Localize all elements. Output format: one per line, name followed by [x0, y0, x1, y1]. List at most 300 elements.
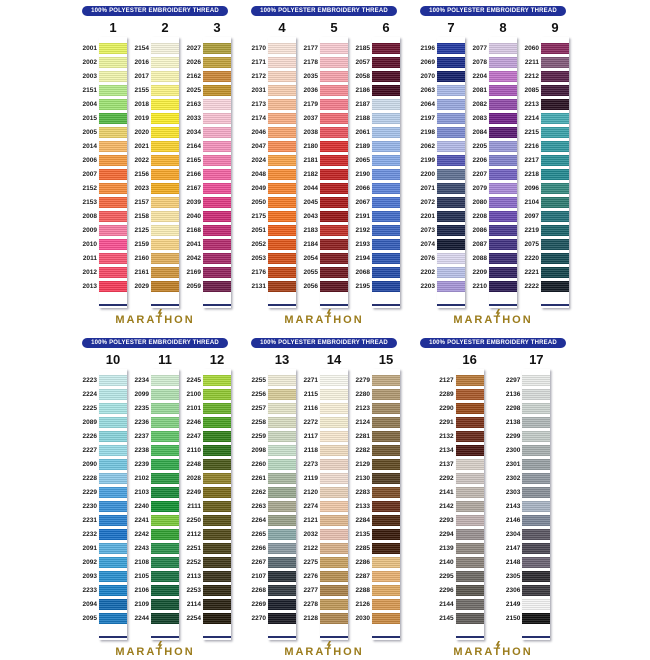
thread-column: [183, 20, 231, 308]
swatch-2120: [320, 487, 348, 498]
swatch-2169: [203, 267, 231, 278]
swatch-2055: [320, 267, 348, 278]
thread-code: 2270: [251, 615, 266, 622]
swatch-2298: [522, 403, 550, 414]
thread-code: 2004: [82, 101, 97, 108]
thread-code: 2198: [420, 129, 435, 136]
thread-code: 2005: [82, 129, 97, 136]
swatch-2159: [151, 239, 179, 250]
swatch-2233: [99, 585, 127, 596]
thread-code: 2099: [134, 391, 149, 398]
thread-code: 2064: [420, 101, 435, 108]
thread-code: 2196: [420, 45, 435, 52]
thread-code: 2164: [186, 143, 201, 150]
swatch-2285: [372, 543, 400, 554]
thread-code: 2244: [134, 615, 149, 622]
swatch-2208: [489, 211, 517, 222]
thread-column: [521, 20, 569, 308]
thread-code: 2126: [355, 601, 370, 608]
thread-column: [248, 352, 296, 640]
thread-code: 2173: [251, 101, 266, 108]
swatch-2021: [151, 141, 179, 152]
thread-code: 2114: [186, 601, 201, 608]
swatch-2156: [151, 169, 179, 180]
thread-code: 2233: [82, 587, 97, 594]
swatch-2026: [203, 57, 231, 68]
swatch-2239: [151, 459, 179, 470]
thread-code: 2283: [355, 489, 370, 496]
strip-footer-line: [203, 295, 231, 306]
swatch-2067: [372, 197, 400, 208]
card-header-banner: 100% POLYESTER EMBROIDERY THREAD: [82, 6, 228, 16]
swatch-2244: [151, 613, 179, 624]
thread-code: 2231: [82, 517, 97, 524]
swatch-2192: [372, 225, 400, 236]
swatch-2231: [99, 515, 127, 526]
swatch-2304: [522, 529, 550, 540]
thread-code: 2041: [186, 241, 201, 248]
brand-logo: [417, 644, 569, 660]
swatch-2261: [268, 473, 296, 484]
swatch-2221: [541, 267, 569, 278]
swatch-2198: [437, 127, 465, 138]
swatch-2165: [203, 155, 231, 166]
swatch-2139: [456, 543, 484, 554]
thread-code: 2021: [134, 143, 149, 150]
code-label-list: [79, 369, 99, 640]
swatch-2070: [437, 71, 465, 82]
thread-card: [248, 338, 400, 660]
swatch-strip: [268, 369, 296, 640]
swatch-2009: [99, 225, 127, 236]
thread-code: 2228: [82, 475, 97, 482]
code-label-list: [183, 37, 203, 308]
swatch-2101: [203, 403, 231, 414]
thread-code: 2258: [251, 419, 266, 426]
swatch-2086: [489, 225, 517, 236]
thread-code: 2043: [303, 213, 318, 220]
swatch-2124: [372, 417, 400, 428]
swatch-2286: [372, 557, 400, 568]
swatch-2178: [320, 57, 348, 68]
code-label-list: [248, 37, 268, 308]
swatch-2135: [372, 529, 400, 540]
thread-code: 2282: [355, 447, 370, 454]
thread-card: [79, 6, 231, 328]
thread-code: 2204: [472, 73, 487, 80]
swatch-2054: [320, 253, 348, 264]
thread-code: 2125: [134, 227, 149, 234]
thread-code: 2048: [251, 171, 266, 178]
swatch-2152: [99, 183, 127, 194]
lightning-bolt-icon: [495, 307, 501, 323]
column-number: 7: [447, 20, 455, 35]
code-label-list: [469, 37, 489, 308]
swatch-2281: [372, 431, 400, 442]
swatch-2278: [320, 599, 348, 610]
thread-code: 2248: [186, 461, 201, 468]
swatch-2189: [372, 141, 400, 152]
swatch-2103: [151, 487, 179, 498]
thread-column: [131, 20, 179, 308]
swatch-2257: [268, 403, 296, 414]
swatch-strip: [99, 37, 127, 308]
thread-card: [417, 6, 569, 328]
strip-footer-line: [372, 627, 400, 638]
swatch-2284: [372, 515, 400, 526]
swatch-2262: [268, 487, 296, 498]
thread-code: 2051: [251, 227, 266, 234]
card-header-banner: 100% POLYESTER EMBROIDERY THREAD: [251, 338, 397, 348]
thread-code: 2034: [186, 129, 201, 136]
thread-code: 2209: [472, 269, 487, 276]
thread-code: 2201: [420, 213, 435, 220]
swatch-2147: [522, 543, 550, 554]
thread-code: 2241: [134, 517, 149, 524]
thread-code: 2042: [186, 255, 201, 262]
swatch-2218: [541, 169, 569, 180]
swatch-2136: [522, 389, 550, 400]
swatch-2029: [151, 281, 179, 292]
thread-code: 2073: [420, 227, 435, 234]
swatch-2090: [99, 459, 127, 470]
thread-code: 2096: [524, 185, 539, 192]
column-number: 2: [161, 20, 169, 35]
swatch-2296: [456, 585, 484, 596]
thread-code: 2257: [251, 405, 266, 412]
swatch-2025: [203, 85, 231, 96]
thread-code: 2185: [355, 45, 370, 52]
thread-code: 2100: [186, 391, 201, 398]
swatch-2069: [437, 57, 465, 68]
swatch-2038: [320, 127, 348, 138]
strip-footer-line: [99, 295, 127, 306]
thread-code: 2146: [505, 517, 521, 524]
swatch-2197: [437, 113, 465, 124]
swatch-2246: [203, 417, 231, 428]
brand-logo: [79, 644, 231, 660]
thread-code: 2189: [355, 143, 370, 150]
thread-code: 2086: [472, 227, 487, 234]
swatch-2138: [522, 417, 550, 428]
swatch-2096: [541, 183, 569, 194]
swatch-strip: [203, 369, 231, 640]
swatch-2051: [268, 225, 296, 236]
swatch-2118: [320, 445, 348, 456]
swatch-2266: [268, 543, 296, 554]
thread-code: 2003: [82, 73, 97, 80]
thread-code: 2242: [134, 531, 149, 538]
thread-code: 2016: [134, 59, 149, 66]
swatch-2098: [268, 445, 296, 456]
thread-code: 2080: [472, 199, 487, 206]
thread-code: 2147: [505, 545, 521, 552]
swatch-2256: [268, 389, 296, 400]
thread-code: 2269: [251, 601, 266, 608]
swatch-2254: [203, 613, 231, 624]
thread-code: 2113: [186, 573, 201, 580]
swatch-2234: [151, 375, 179, 386]
swatch-2034: [203, 127, 231, 138]
thread-code: 2102: [134, 475, 149, 482]
lightning-bolt-icon: [157, 307, 163, 323]
thread-code: 2052: [251, 241, 266, 248]
swatch-2065: [372, 155, 400, 166]
swatch-2273: [320, 459, 348, 470]
thread-code: 2278: [303, 601, 318, 608]
brand-logo: [248, 312, 400, 328]
thread-code: 2117: [303, 433, 318, 440]
swatch-2243: [151, 543, 179, 554]
swatch-2179: [320, 99, 348, 110]
thread-code: 2017: [134, 73, 149, 80]
thread-code: 2078: [472, 59, 487, 66]
swatch-2220: [541, 253, 569, 264]
thread-code: 2092: [82, 559, 97, 566]
thread-code: 2015: [82, 115, 97, 122]
thread-code: 2152: [82, 185, 97, 192]
strip-footer-line: [151, 295, 179, 306]
thread-code: 2049: [251, 185, 266, 192]
thread-code: 2018: [134, 101, 149, 108]
swatch-2223: [99, 375, 127, 386]
swatch-2167: [203, 183, 231, 194]
thread-code: 2274: [303, 503, 318, 510]
thread-code: 2259: [251, 433, 266, 440]
swatch-2043: [320, 211, 348, 222]
swatch-2249: [203, 487, 231, 498]
swatch-2042: [203, 253, 231, 264]
thread-code: 2300: [505, 447, 521, 454]
thread-code: 2289: [439, 391, 454, 398]
code-label-list: [352, 369, 372, 640]
thread-code: 2291: [439, 419, 454, 426]
card-header-banner: 100% POLYESTER EMBROIDERY THREAD: [420, 6, 566, 16]
thread-code: 2054: [303, 255, 318, 262]
strip-footer-line: [268, 627, 296, 638]
thread-code: 2181: [303, 157, 318, 164]
thread-code: 2176: [251, 269, 266, 276]
thread-code: 2205: [472, 143, 487, 150]
card-header-banner: 100% POLYESTER EMBROIDERY THREAD: [251, 6, 397, 16]
swatch-2207: [489, 169, 517, 180]
swatch-2229: [99, 487, 127, 498]
swatch-strip: [522, 369, 550, 640]
swatch-strip: [268, 37, 296, 308]
swatch-2202: [437, 267, 465, 278]
swatch-2047: [268, 141, 296, 152]
swatch-2078: [489, 57, 517, 68]
thread-code: 2060: [524, 45, 539, 52]
swatch-2019: [151, 113, 179, 124]
swatch-strip: [541, 37, 569, 308]
strip-footer-line: [489, 295, 517, 306]
column-number: 15: [378, 352, 394, 367]
thread-code: 2141: [439, 489, 454, 496]
swatch-2270: [268, 613, 296, 624]
column-number: 16: [462, 352, 477, 367]
swatch-2190: [372, 169, 400, 180]
thread-code: 2071: [420, 185, 435, 192]
thread-code: 2014: [82, 143, 97, 150]
code-label-list: [131, 369, 151, 640]
thread-code: 2251: [186, 545, 201, 552]
thread-code: 2116: [303, 405, 318, 412]
swatch-2215: [541, 127, 569, 138]
thread-code: 2166: [186, 171, 201, 178]
thread-code: 2295: [439, 573, 454, 580]
thread-code: 2024: [251, 157, 266, 164]
thread-code: 2094: [82, 601, 97, 608]
thread-code: 2271: [303, 377, 318, 384]
thread-code: 2144: [439, 601, 454, 608]
thread-code: 2022: [134, 157, 149, 164]
thread-code: 2118: [303, 447, 318, 454]
swatch-2049: [268, 183, 296, 194]
swatch-2193: [372, 239, 400, 250]
swatch-2131: [268, 281, 296, 292]
column-group: [417, 352, 569, 640]
swatch-2292: [456, 473, 484, 484]
swatch-2149: [522, 599, 550, 610]
thread-code: 2133: [355, 503, 370, 510]
swatch-2235: [151, 403, 179, 414]
thread-code: 2296: [439, 587, 454, 594]
swatch-2012: [99, 267, 127, 278]
thread-code: 2255: [251, 377, 266, 384]
thread-code: 2145: [439, 615, 454, 622]
column-number: 14: [326, 352, 342, 367]
thread-code: 2123: [355, 405, 370, 412]
thread-code: 2218: [524, 171, 539, 178]
code-label-list: [436, 369, 456, 640]
swatch-2238: [151, 445, 179, 456]
thread-card: [79, 338, 231, 660]
thread-code: 2187: [355, 101, 370, 108]
swatch-2111: [203, 501, 231, 512]
swatch-2222: [541, 281, 569, 292]
swatch-2102: [151, 473, 179, 484]
swatch-2252: [203, 557, 231, 568]
swatch-2226: [99, 431, 127, 442]
swatch-2023: [151, 183, 179, 194]
thread-code: 2222: [524, 283, 539, 290]
thread-code: 2029: [134, 283, 149, 290]
thread-code: 2036: [303, 87, 318, 94]
swatch-2275: [320, 557, 348, 568]
thread-code: 2265: [251, 531, 266, 538]
swatch-2045: [320, 197, 348, 208]
swatch-2259: [268, 431, 296, 442]
thread-code: 2104: [524, 199, 539, 206]
thread-code: 2149: [505, 601, 521, 608]
thread-code: 2252: [186, 559, 201, 566]
swatch-2293: [456, 515, 484, 526]
thread-column: [131, 352, 179, 640]
thread-code: 2031: [251, 87, 266, 94]
thread-code: 2032: [303, 531, 318, 538]
column-group: [417, 20, 569, 308]
thread-code: 2260: [251, 461, 266, 468]
swatch-2080: [489, 197, 517, 208]
swatch-2082: [489, 99, 517, 110]
thread-code: 2006: [82, 157, 97, 164]
strip-footer-line: [320, 295, 348, 306]
swatch-2172: [268, 71, 296, 82]
lightning-bolt-icon: [495, 639, 501, 655]
thread-code: 2143: [505, 503, 521, 510]
swatch-strip: [151, 369, 179, 640]
swatch-2196: [437, 43, 465, 54]
brand-name: MARATHON: [115, 314, 195, 326]
swatch-2072: [437, 197, 465, 208]
swatch-2088: [489, 253, 517, 264]
brand-logo: [417, 312, 569, 328]
swatch-2020: [151, 127, 179, 138]
column-number: 4: [278, 20, 286, 35]
thread-code: 2027: [186, 45, 201, 52]
column-number: 6: [382, 20, 390, 35]
swatch-2046: [268, 127, 296, 138]
column-number: 1: [109, 20, 117, 35]
swatch-2063: [437, 85, 465, 96]
swatch-2287: [372, 571, 400, 582]
thread-code: 2303: [505, 489, 521, 496]
thread-code: 2161: [134, 269, 149, 276]
code-label-list: [183, 369, 203, 640]
swatch-2175: [268, 211, 296, 222]
thread-code: 2162: [186, 73, 201, 80]
thread-code: 2195: [355, 283, 370, 290]
swatch-2282: [372, 445, 400, 456]
thread-column: [352, 352, 400, 640]
column-number: 17: [529, 352, 544, 367]
thread-code: 2217: [524, 157, 539, 164]
thread-code: 2097: [524, 213, 539, 220]
swatch-2173: [268, 99, 296, 110]
thread-code: 2207: [472, 171, 487, 178]
thread-code: 2264: [251, 517, 266, 524]
swatch-2114: [203, 599, 231, 610]
thread-code: 2298: [505, 405, 521, 412]
thread-code: 2056: [303, 283, 318, 290]
thread-code: 2256: [251, 391, 266, 398]
thread-code: 2040: [186, 213, 201, 220]
code-label-list: [521, 37, 541, 308]
thread-code: 2001: [82, 45, 97, 52]
swatch-2112: [203, 529, 231, 540]
swatch-2280: [372, 389, 400, 400]
swatch-2097: [541, 211, 569, 222]
code-label-list: [300, 369, 320, 640]
strip-footer-line: [151, 627, 179, 638]
swatch-2143: [522, 501, 550, 512]
thread-code: 2168: [186, 227, 201, 234]
thread-code: 2180: [303, 143, 318, 150]
swatch-2184: [320, 239, 348, 250]
swatch-2144: [456, 599, 484, 610]
swatch-2037: [320, 113, 348, 124]
swatch-2283: [372, 487, 400, 498]
thread-code: 2091: [82, 545, 97, 552]
swatch-2168: [203, 225, 231, 236]
thread-column: [248, 20, 296, 308]
swatch-2209: [489, 267, 517, 278]
thread-code: 2107: [251, 573, 266, 580]
swatch-strip: [151, 37, 179, 308]
swatch-2145: [456, 613, 484, 624]
thread-column: [79, 352, 127, 640]
